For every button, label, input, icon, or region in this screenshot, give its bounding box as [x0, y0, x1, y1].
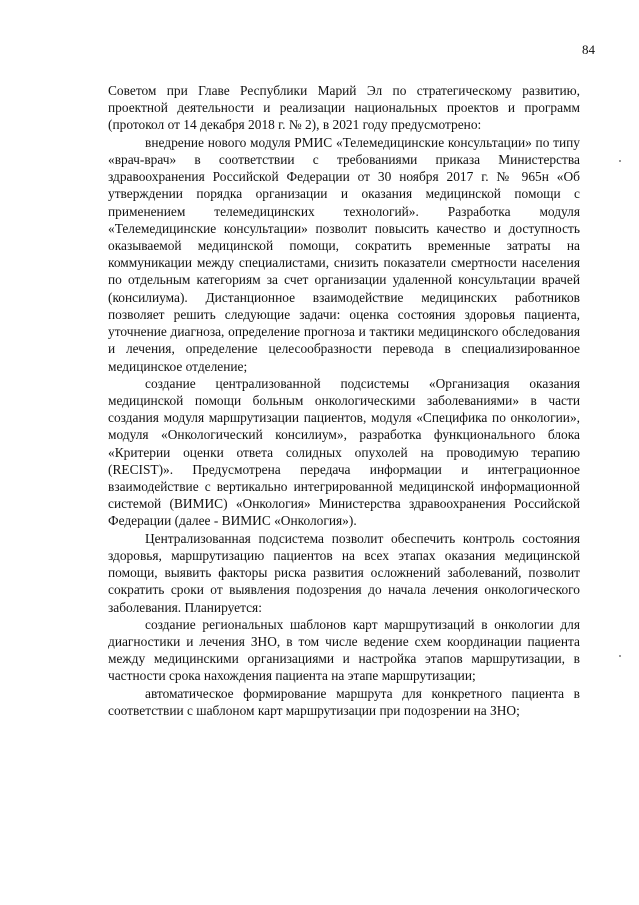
paragraph-routing-templates: создание региональных шаблонов карт маршрутизаций в онкологии для диагностики и лечения ЗНО, в том числе ведение схем координации пациента между медицинскими организациями и настройка этапов маршрутизации, в частности срока нахождения пациента на этапе маршрутизации;	[108, 616, 580, 684]
document-body	[108, 82, 580, 719]
paragraph-centralized-subsystem: Централизованная подсистема позволит обеспечить контроль состояния здоровья, маршрутизацию пациентов на всех этапах оказания медицинской помощи, выявить факторы риска развития осложнений заболеваний, позволит сократить сроки от выявления подозрения до начала лечения онкологического заболевания. Планируется:	[108, 530, 580, 615]
scan-speck	[619, 160, 621, 162]
paragraph-automatic-route: автоматическое формирование маршрута для конкретного пациента в соответствии с шаблоном карт маршрутизации при подозрении на ЗНО;	[108, 685, 580, 718]
scan-speck	[619, 655, 621, 657]
paragraph-telemedicine-module: внедрение нового модуля РМИС «Телемедицинские консультации» по типу «врач-врач» в соответствии с требованиями приказа Министерства здравоохранения Российской Федерации от 30 ноября 2017 г. № 965н «Об утверждении порядка организации и оказания медицинской помощи с применением телемедицинских технологий». Разработка модуля «Телемедицинские консультации» позволит повысить качество и доступность оказываемой медицинской помощи, сократить временные затраты на коммуникации между специалистами, снизить показатели смертности населения по отдельным категориям за счет организации удаленной консультации врачей (консилиума). Дистанционное взаимодействие медицинских работников позволяет решить следующие задачи: оценка состояния здоровья пациента, уточнение диагноза, определение прогноза и тактики медицинского обследования и лечения, определение целесообразности перевода в специализированное медицинское отделение;	[108, 134, 580, 374]
page-number: 84	[582, 42, 595, 57]
paragraph-continuation: Советом при Главе Республики Марий Эл по стратегическому развитию, проектной деятельности и реализации национальных проектов и программ (протокол от 14 декабря 2018 г. № 2), в 2021 году предусмотрено:	[108, 83, 580, 133]
paragraph-oncology-subsystem: создание централизованной подсистемы «Организация оказания медицинской помощи больным онкологическими заболеваниями» в части создания модуля маршрутизации пациентов, модуля «Специфика по онкологии», модуля «Онкологический консилиум», разработка функционального блока «Критерии оценки ответа солидных опухолей на проводимую терапию (RECIST)». Предусмотрена передача информации и интеграционное взаимодействие с вертикально интегрированной медицинской информационной системой (ВИМИС) «Онкология» Министерства здравоохранения Российской Федерации (далее - ВИМИС «Онкология»).	[108, 375, 580, 529]
